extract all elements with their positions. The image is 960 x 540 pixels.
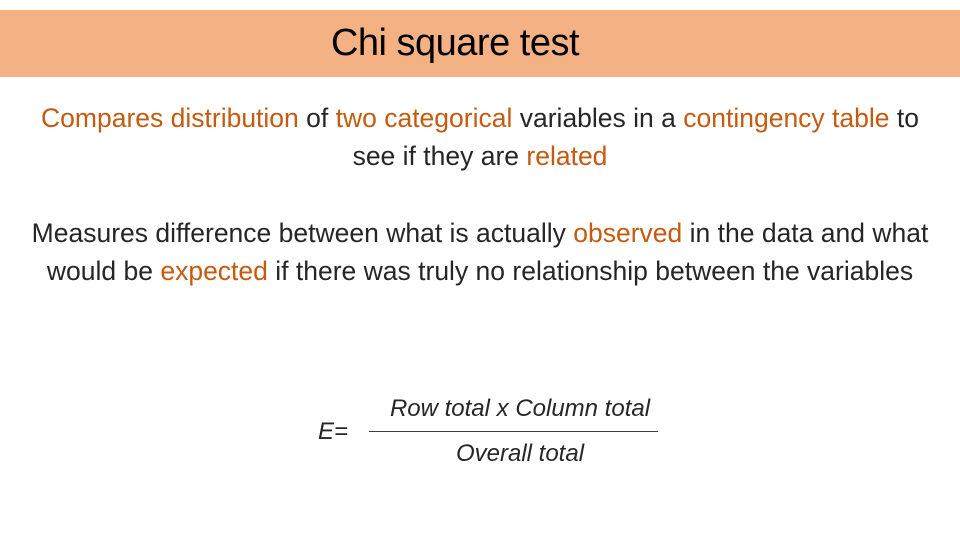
text-related: related <box>526 141 608 171</box>
text-observed: observed <box>573 218 683 248</box>
formula-denominator: Overall total <box>455 440 585 467</box>
formula-numerator: Row total x Column total <box>389 395 651 422</box>
text-two-categorical: two categorical <box>335 103 513 133</box>
text-to-see-if: to see if they are <box>352 103 919 171</box>
text-contingency-table: contingency table <box>683 103 890 133</box>
fraction-line <box>369 431 658 432</box>
slide-title: Chi square test <box>330 22 580 64</box>
text-in-the-data: in the data and what would be <box>46 218 929 286</box>
text-compares: Compares <box>41 103 171 133</box>
text-expected: expected <box>160 256 268 286</box>
text-distribution: distribution <box>170 103 299 133</box>
text-of: of <box>298 103 336 133</box>
text-measures: Measures difference between what is actually <box>31 218 574 248</box>
text-variables-in-a: variables in a <box>512 103 684 133</box>
formula-lhs: E= <box>318 418 349 445</box>
text-no-relationship: if there was truly no relationship between the variables <box>267 256 914 286</box>
